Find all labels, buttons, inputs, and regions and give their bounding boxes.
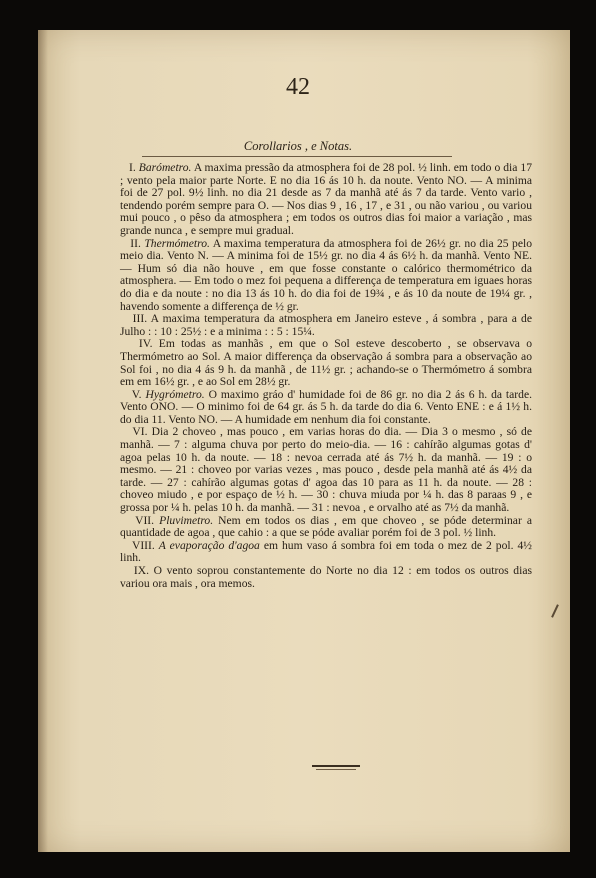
paragraph-title: A evaporação d'agoa — [158, 538, 260, 552]
paragraph-text: O maximo gráo d' humidade foi de 86 gr. no dia 2 ás 6 h. da tarde. Vento ONO. — O minimo foi de 64 gr. ás 5 h. da tarde do dia 6. Vento ENE : e á 1½ h. do dia 11. Vento NO. — A humidade em nenhum dia foi constante. — [120, 387, 533, 426]
paragraph-viii — [120, 540, 532, 565]
paragraph-number: III. — [132, 312, 148, 326]
paragraph-iii — [120, 313, 532, 338]
paragraph-title: Thermómetro. — [144, 236, 210, 250]
paragraph-v — [120, 389, 532, 427]
paragraph-ix — [120, 565, 532, 590]
page-number: 42 — [286, 74, 310, 100]
end-ornament-rule — [312, 765, 360, 767]
paragraph-number: IV. — [138, 337, 153, 351]
paragraph-vii — [120, 515, 532, 540]
paragraph-title: Barómetro. — [138, 161, 192, 174]
paragraph-number: II. — [130, 236, 141, 250]
paragraph-number: IX. — [133, 564, 150, 577]
paragraph-number: VII. — [135, 513, 155, 527]
paragraph-text: A maxima pressão da atmosphera foi de 28 pol. ½ linh. em todo o dia 17 ; vento pela maior parte Norte. E no dia 16 ás 10 h. da noute. Vento NO. — A minima foi de 27 pol. 9½ linh. no dia 21 desde as 7 da manhã até ás 7 da tarde. Vento vario , tendendo porém sempre para O. — Nos dias 9 , 16 , 17 , e 31 , ou não variou , ou variou mui pouco , o pêso da atmosphera ; em todos os outros dias foi maior a variação , mas grande nunca , e sempre mui gradual. — [120, 161, 533, 237]
paragraph-text: em hum vaso á sombra foi em toda o mez de 2 pol. 4½ linh. — [120, 538, 532, 565]
page-body — [120, 162, 532, 590]
paragraph-text: Dia 2 choveo , mas pouco , em varias horas do dia. — Dia 3 o mesmo , só de manhã. — 7 : alguma chuva por perto do meio-dia. — 16 : cahírão algumas gotas d' agoa pelas 10 h. da noute. — 18 : nevoa cerrada até ás 7½ h. da manhã. — 19 : o mesmo. — 21 : choveo por varias vezes , mas pouco , desde pela manhã até ás 4½ da tarde. — 27 : cahírão algumas gotas d' agoa das 10 para as 11 h. da noute. — 28 : choveo miudo , e por espaço de ½ h. — 30 : chuva miuda por ¼ h. das 8 paraas 9 , e grossa por ¼ h. pelas 10 h. da manhã. — 31 : nevoa , e orvalho até as 7½ da manhã. — [120, 425, 532, 515]
paragraph-title: Hygrómetro. — [145, 387, 205, 401]
paragraph-text: O vento soprou constantemente do Norte no dia 12 : em todos os outros dias variou ora mais , ora memos. — [120, 564, 532, 590]
paragraph-number: VI. — [132, 425, 148, 439]
paragraph-text: Nem em todos os dias , em que choveo , se póde determinar a quantidade de agoa , que cahio : a que se póde avaliar porém foi de 3 pol. ½ linh. — [120, 513, 532, 540]
paragraph-text: A maxima temperatura da atmosphera em Janeiro esteve , á sombra , para a de Julho : : 10 : 25½ : e a minima : : 5 : 15¼. — [120, 312, 532, 338]
paragraph-ii — [120, 238, 532, 314]
paragraph-title: Pluvimetro. — [159, 513, 214, 527]
paragraph-i — [120, 162, 532, 238]
paragraph-number: VIII. — [131, 538, 155, 552]
paragraph-iv — [120, 338, 532, 388]
paragraph-text: Em todas as manhãs , em que o Sol esteve descoberto , se observava o Thermómetro ao Sol. A maior differença da observação á sombra para a observação ao Sol foi , no dia 4 ás 9 h. da manhã , de 11½ gr. ; achando-se o Thermómetro á sombra em em 16½ gr. , e ao Sol em 28½ gr. — [120, 337, 533, 389]
paragraph-vi — [120, 426, 532, 514]
paragraph-text: A maxima temperatura da atmosphera foi de 26½ gr. no dia 25 pelo meio dia. Vento N. — A minima foi de 15½ gr. no dia 4 ás 6½ h. da manhã. Vento NE. — Hum só dia não houve , em que fosse constante o calórico thermométrico da atmosphera. — Em todo o mez foi pequena a differença de temperatura em iguaes horas do dia e da noute : no dia 13 ás 10 h. do dia foi de 19¾ , e ás 10 da noute de 19¼ gr. , havendo somente a differença de ½ gr. — [120, 236, 532, 313]
paragraph-number: V. — [131, 387, 142, 401]
paragraph-number: I. — [128, 161, 136, 174]
heading-rule — [142, 156, 452, 157]
section-heading: Corollarios , e Notas. — [243, 139, 353, 153]
